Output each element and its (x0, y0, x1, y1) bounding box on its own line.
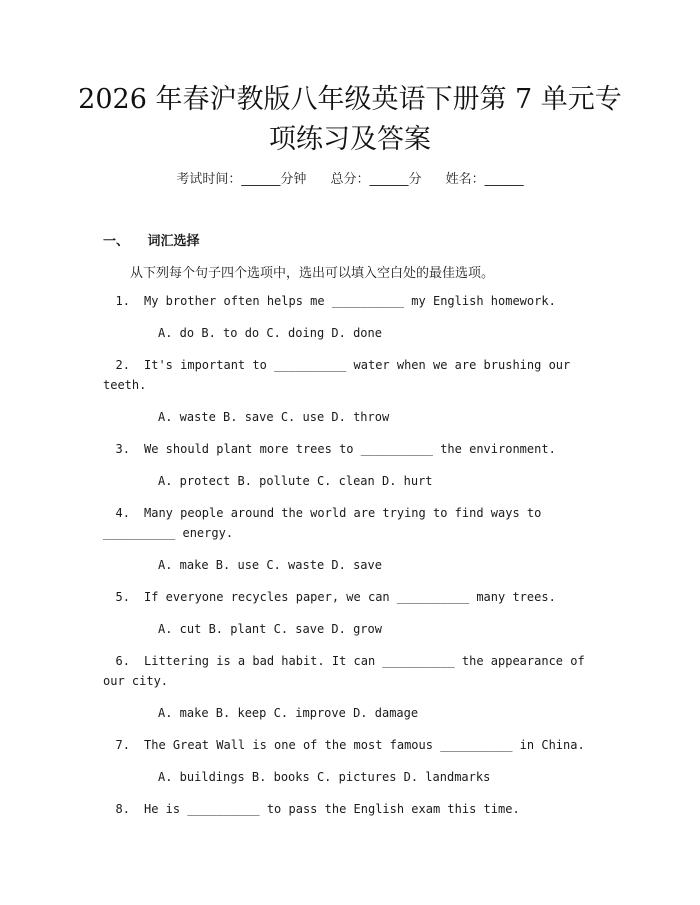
question-1 (102, 294, 556, 308)
question-number: 4. (115, 506, 130, 520)
section-heading (103, 230, 200, 249)
question-number: 8. (115, 802, 130, 816)
question-4-options: A. make B. use C. waste D. save (158, 558, 382, 572)
exam-time: 考试时间：______分钟 (176, 172, 307, 187)
question-2 (102, 358, 570, 372)
question-text: If everyone recycles paper, we can __________ many trees. (144, 590, 556, 604)
document-title (0, 80, 700, 160)
question-1-options: A. do B. to do C. doing D. done (158, 326, 382, 340)
question-text: It's important to __________ water when we are brushing our (144, 358, 571, 372)
title-line-1: 2026 年春沪教版八年级英语下册第 7 单元专 (78, 84, 622, 115)
question-number: 1. (115, 294, 130, 308)
question-5-options: A. cut B. plant C. save D. grow (158, 622, 382, 636)
question-3-options: A. protect B. pollute C. clean D. hurt (158, 474, 433, 488)
question-text: Many people around the world are trying to find ways to (144, 506, 542, 520)
question-5 (102, 590, 556, 604)
section-instruction: 从下列每个句子四个选项中，选出可以填入空白处的最佳选项。 (130, 266, 495, 281)
question-2-options: A. waste B. save C. use D. throw (158, 410, 390, 424)
question-text: The Great Wall is one of the most famous __________ in China. (144, 738, 585, 752)
question-6 (102, 654, 585, 668)
question-number: 6. (115, 654, 130, 668)
section-number: 一、 (103, 234, 130, 249)
question-number: 5. (115, 590, 130, 604)
question-3 (102, 442, 556, 456)
question-2-continuation: teeth. (103, 378, 147, 392)
question-4 (102, 506, 541, 520)
question-6-options: A. make B. keep C. improve D. damage (158, 706, 419, 720)
question-text: My brother often helps me __________ my English homework. (144, 294, 556, 308)
student-name: 姓名：______ (445, 172, 524, 187)
question-number: 3. (115, 442, 130, 456)
question-number: 2. (115, 358, 130, 372)
question-4-continuation: __________ energy. (103, 526, 234, 540)
question-text: He is __________ to pass the English exam this time. (144, 802, 520, 816)
exam-score: 总分：______分 (330, 172, 422, 187)
title-line-2: 项练习及答案 (269, 124, 431, 155)
question-8 (102, 802, 520, 816)
exam-info (0, 168, 700, 187)
question-7 (102, 738, 585, 752)
question-text: We should plant more trees to __________ the environment. (144, 442, 556, 456)
question-text: Littering is a bad habit. It can __________ the appearance of (144, 654, 585, 668)
question-number: 7. (115, 738, 130, 752)
question-7-options: A. buildings B. books C. pictures D. landmarks (158, 770, 491, 784)
question-6-continuation: our city. (103, 674, 169, 688)
section-title: 词汇选择 (147, 234, 200, 249)
